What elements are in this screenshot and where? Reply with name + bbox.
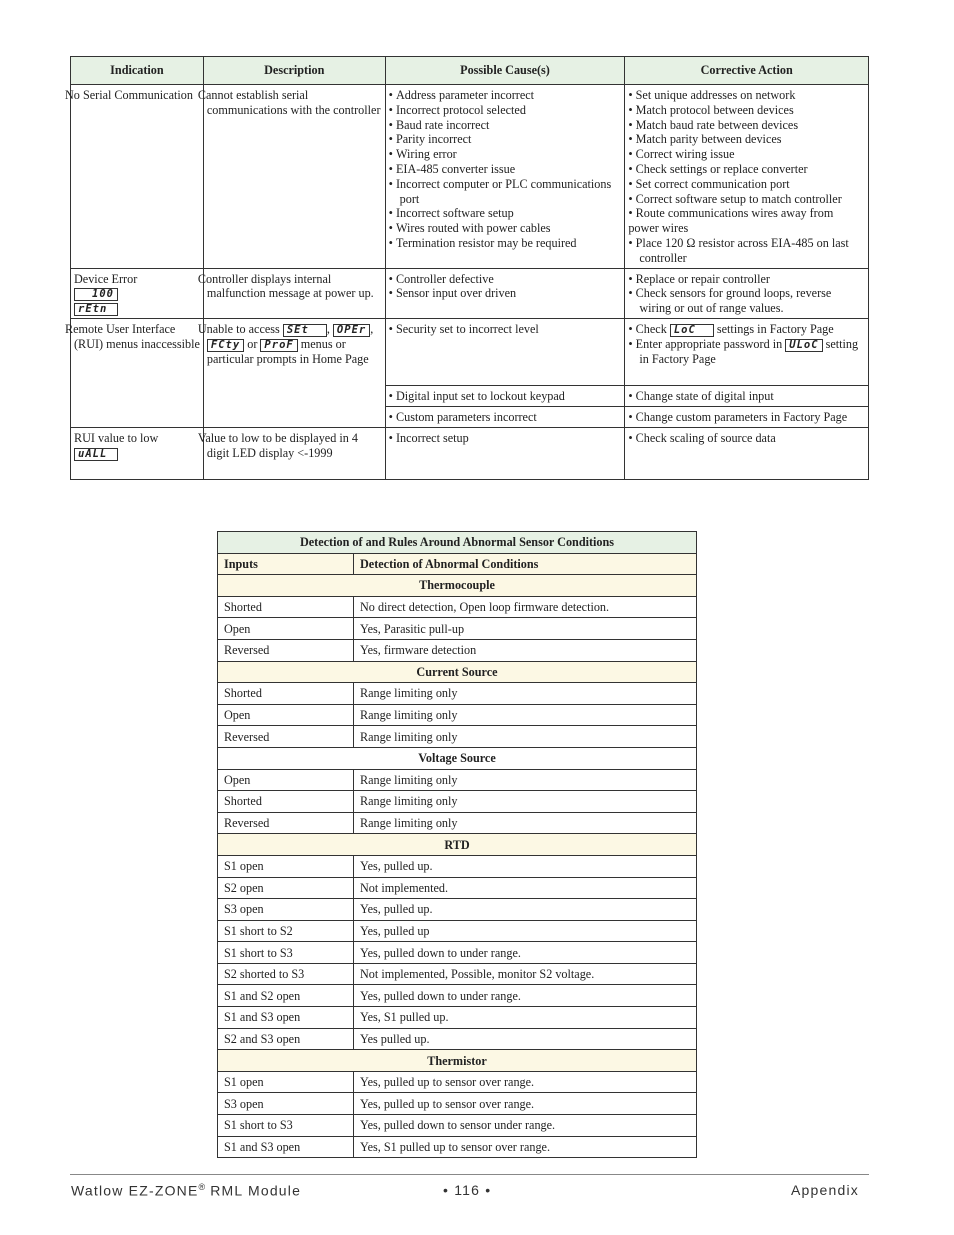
input-cell: S3 open bbox=[218, 899, 354, 921]
table-header-row bbox=[218, 553, 697, 575]
detection-cell: Yes, firmware detection bbox=[354, 639, 697, 661]
detection-cell: Yes, pulled down to under range. bbox=[354, 942, 697, 964]
actions-cell bbox=[625, 85, 869, 269]
actions-cell bbox=[625, 319, 869, 386]
header-indication: Indication bbox=[71, 57, 204, 85]
table-row bbox=[218, 618, 697, 640]
detection-cell: Range limiting only bbox=[354, 769, 697, 791]
list-item: • Security set to incorrect level bbox=[389, 322, 623, 337]
list-item: • Check sensors for ground loops, reverse wiring or out of range values. bbox=[628, 286, 866, 316]
list-item bbox=[628, 337, 866, 367]
header-detection: Detection of Abnormal Conditions bbox=[354, 553, 697, 575]
section-header-row bbox=[218, 661, 697, 683]
description-cell bbox=[197, 427, 385, 479]
actions-list bbox=[628, 322, 866, 367]
list-item: • Set correct communication port bbox=[628, 177, 866, 192]
section-title: Thermocouple bbox=[218, 575, 697, 597]
table-row bbox=[218, 704, 697, 726]
actions-cell bbox=[625, 386, 869, 407]
lcd-display: ULoC bbox=[785, 339, 822, 352]
detection-cell: Yes, S1 pulled up to sensor over range. bbox=[354, 1136, 697, 1158]
list-item: • Address parameter incorrect bbox=[389, 88, 623, 103]
detection-cell: Yes, pulled up. bbox=[354, 899, 697, 921]
page-footer bbox=[71, 1182, 859, 1202]
table-title-row bbox=[218, 532, 697, 554]
table-row bbox=[218, 791, 697, 813]
actions-list bbox=[628, 431, 866, 446]
detection-cell: Range limiting only bbox=[354, 726, 697, 748]
troubleshooting-table bbox=[65, 56, 869, 480]
footer-section: Appendix bbox=[791, 1182, 859, 1198]
causes-list bbox=[389, 88, 623, 251]
list-item: • Incorrect protocol selected bbox=[389, 103, 623, 118]
table-row bbox=[218, 877, 697, 899]
table-row bbox=[218, 1028, 697, 1050]
header-description: Description bbox=[203, 57, 385, 85]
actions-list bbox=[628, 410, 866, 425]
list-item: • Route communications wires away from power wires bbox=[628, 206, 866, 236]
input-cell: Open bbox=[218, 704, 354, 726]
input-cell: Reversed bbox=[218, 639, 354, 661]
table-row bbox=[71, 85, 869, 269]
list-item: • Change custom parameters in Factory Page bbox=[628, 410, 866, 425]
detection-cell: No direct detection, Open loop firmware detection. bbox=[354, 596, 697, 618]
list-item bbox=[628, 322, 866, 337]
list-item: • Controller defective bbox=[389, 272, 623, 287]
table-row bbox=[218, 1115, 697, 1137]
detection-cell: Yes pulled up. bbox=[354, 1028, 697, 1050]
actions-cell bbox=[625, 407, 869, 428]
detection-cell: Range limiting only bbox=[354, 791, 697, 813]
table-row bbox=[218, 683, 697, 705]
lcd-display: LoC bbox=[670, 324, 714, 337]
header-inputs: Inputs bbox=[218, 553, 354, 575]
causes-list bbox=[389, 322, 623, 337]
causes-cell bbox=[385, 386, 625, 407]
sensor-table-body bbox=[218, 532, 697, 1158]
detection-cell: Range limiting only bbox=[354, 683, 697, 705]
actions-list bbox=[628, 272, 866, 316]
footer-module: RML Module bbox=[205, 1182, 302, 1199]
list-item: • Incorrect setup bbox=[389, 431, 623, 446]
section-header-row bbox=[218, 747, 697, 769]
list-item: • Place 120 Ω resistor across EIA-485 on last controller bbox=[628, 236, 866, 266]
lcd-display: OPEr bbox=[333, 324, 370, 337]
indication-cell bbox=[65, 85, 204, 269]
input-cell: S1 and S2 open bbox=[218, 985, 354, 1007]
detection-cell: Yes, pulled up bbox=[354, 920, 697, 942]
action-text: settings in Factory Page bbox=[716, 322, 834, 337]
actions-list bbox=[628, 88, 866, 266]
list-item: • Digital input set to lockout keypad bbox=[389, 389, 623, 404]
indication-text: Device Error bbox=[74, 271, 138, 286]
description-text: menus or particular prompts in Home Page bbox=[206, 337, 369, 367]
lcd-display: 100 bbox=[74, 288, 118, 301]
indication-cell bbox=[65, 319, 204, 428]
table-row bbox=[218, 963, 697, 985]
sensor-conditions-table bbox=[217, 531, 697, 1158]
section-title: Current Source bbox=[218, 661, 697, 683]
causes-cell bbox=[385, 319, 625, 386]
or-text: or bbox=[247, 337, 258, 352]
section-title: Voltage Source bbox=[218, 747, 697, 769]
list-item: • Wiring error bbox=[389, 147, 623, 162]
input-cell: S1 open bbox=[218, 1071, 354, 1093]
indication-text: RUI value to low bbox=[74, 430, 159, 445]
table-row bbox=[218, 855, 697, 877]
header-corrective-action: Corrective Action bbox=[625, 57, 869, 85]
header-possible-causes: Possible Cause(s) bbox=[385, 57, 625, 85]
page-number: • 116 • bbox=[443, 1182, 492, 1198]
table-row bbox=[218, 596, 697, 618]
list-item: • Match baud rate between devices bbox=[628, 118, 866, 133]
input-cell: S2 and S3 open bbox=[218, 1028, 354, 1050]
registered-mark: ® bbox=[198, 1182, 206, 1192]
causes-list bbox=[389, 410, 623, 425]
table-row bbox=[218, 1136, 697, 1158]
footer-title bbox=[71, 1182, 301, 1199]
table-row bbox=[218, 726, 697, 748]
input-cell: Shorted bbox=[218, 683, 354, 705]
section-title: Thermistor bbox=[218, 1050, 697, 1072]
list-item: • Match parity between devices bbox=[628, 132, 866, 147]
input-cell: Reversed bbox=[218, 812, 354, 834]
indication-cell bbox=[71, 427, 204, 479]
actions-cell bbox=[625, 427, 869, 479]
lcd-display: uALL bbox=[74, 448, 118, 461]
list-item: • Incorrect computer or PLC communications port bbox=[389, 177, 623, 207]
lcd-display: rEtn bbox=[74, 303, 118, 316]
list-item: • Parity incorrect bbox=[389, 132, 623, 147]
footer-divider bbox=[70, 1174, 869, 1175]
indication-text: Remote User Interface (RUI) menus inaccessible bbox=[65, 322, 200, 352]
lcd-display: FCty bbox=[207, 339, 244, 352]
table-row bbox=[218, 1007, 697, 1029]
table-row bbox=[218, 639, 697, 661]
action-text: Check bbox=[635, 322, 667, 337]
list-item: • Check scaling of source data bbox=[628, 431, 866, 446]
causes-cell bbox=[385, 85, 625, 269]
list-item: • Incorrect software setup bbox=[389, 206, 623, 221]
table-row bbox=[218, 942, 697, 964]
list-item: • Change state of digital input bbox=[628, 389, 866, 404]
detection-cell: Range limiting only bbox=[354, 704, 697, 726]
input-cell: S1 short to S3 bbox=[218, 1115, 354, 1137]
section-header-row bbox=[218, 575, 697, 597]
list-item: • Correct wiring issue bbox=[628, 147, 866, 162]
causes-cell bbox=[385, 268, 625, 319]
table-title: Detection of and Rules Around Abnormal Sensor Conditions bbox=[218, 532, 697, 554]
detection-cell: Yes, S1 pulled up. bbox=[354, 1007, 697, 1029]
table-row bbox=[218, 812, 697, 834]
causes-cell bbox=[385, 427, 625, 479]
causes-list bbox=[389, 431, 623, 446]
input-cell: S1 open bbox=[218, 855, 354, 877]
description-cell: Unable to access SEt , OPEr , FCty or ProF menus or particular prompts in Home Page bbox=[203, 319, 385, 428]
detection-cell: Not implemented. bbox=[354, 877, 697, 899]
description-text: Unable to access bbox=[197, 322, 280, 337]
description-text: Value to low to be displayed in 4 digit LED display <-1999 bbox=[197, 430, 358, 460]
detection-cell: Yes, Parasitic pull-up bbox=[354, 618, 697, 640]
lcd-display: ProF bbox=[260, 339, 297, 352]
table-row bbox=[218, 769, 697, 791]
input-cell: Reversed bbox=[218, 726, 354, 748]
table-row bbox=[218, 1093, 697, 1115]
table-row bbox=[218, 920, 697, 942]
description-cell bbox=[197, 268, 385, 319]
input-cell: Shorted bbox=[218, 596, 354, 618]
list-item: • Custom parameters incorrect bbox=[389, 410, 623, 425]
input-cell: S1 short to S3 bbox=[218, 942, 354, 964]
section-title: RTD bbox=[218, 834, 697, 856]
actions-list bbox=[628, 389, 866, 404]
table-header-row bbox=[71, 57, 869, 85]
description-text: Controller displays internal malfunction message at power up. bbox=[197, 271, 374, 301]
description-cell bbox=[197, 85, 385, 269]
detection-cell: Yes, pulled down to under range. bbox=[354, 985, 697, 1007]
table-row bbox=[71, 427, 869, 479]
indication-cell bbox=[71, 268, 204, 319]
list-item: • Wires routed with power cables bbox=[389, 221, 623, 236]
list-item: • EIA-485 converter issue bbox=[389, 162, 623, 177]
detection-cell: Yes, pulled up to sensor over range. bbox=[354, 1093, 697, 1115]
action-text: Enter appropriate password in bbox=[635, 337, 783, 352]
input-cell: S1 and S3 open bbox=[218, 1007, 354, 1029]
action-text: setting in Factory Page bbox=[639, 337, 859, 367]
input-cell: S2 open bbox=[218, 877, 354, 899]
list-item: • Sensor input over driven bbox=[389, 286, 623, 301]
detection-cell: Range limiting only bbox=[354, 812, 697, 834]
list-item: • Baud rate incorrect bbox=[389, 118, 623, 133]
list-item: • Check settings or replace converter bbox=[628, 162, 866, 177]
table-row bbox=[218, 899, 697, 921]
indication-text: No Serial Communication bbox=[65, 88, 193, 102]
detection-cell: Not implemented, Possible, monitor S2 voltage. bbox=[354, 963, 697, 985]
causes-list bbox=[389, 389, 623, 404]
detection-cell: Yes, pulled up to sensor over range. bbox=[354, 1071, 697, 1093]
input-cell: Shorted bbox=[218, 791, 354, 813]
input-cell: S3 open bbox=[218, 1093, 354, 1115]
list-item: • Replace or repair controller bbox=[628, 272, 866, 287]
section-header-row bbox=[218, 1050, 697, 1072]
actions-cell bbox=[625, 268, 869, 319]
causes-list bbox=[389, 272, 623, 302]
causes-cell bbox=[385, 407, 625, 428]
list-item: • Set unique addresses on network bbox=[628, 88, 866, 103]
table-row bbox=[218, 985, 697, 1007]
input-cell: S1 short to S2 bbox=[218, 920, 354, 942]
detection-cell: Yes, pulled down to sensor under range. bbox=[354, 1115, 697, 1137]
table-row bbox=[218, 1071, 697, 1093]
section-header-row bbox=[218, 834, 697, 856]
list-item: • Correct software setup to match controller bbox=[628, 192, 866, 207]
list-item: • Termination resistor may be required bbox=[389, 236, 623, 251]
detection-cell: Yes, pulled up. bbox=[354, 855, 697, 877]
input-cell: S2 shorted to S3 bbox=[218, 963, 354, 985]
description-text: Cannot establish serial communications with the controller bbox=[197, 88, 381, 117]
footer-product: Watlow EZ-ZONE bbox=[71, 1182, 199, 1199]
table-row bbox=[71, 268, 869, 319]
input-cell: Open bbox=[218, 618, 354, 640]
input-cell: Open bbox=[218, 769, 354, 791]
list-item: • Match protocol between devices bbox=[628, 103, 866, 118]
lcd-display: SEt bbox=[283, 324, 327, 337]
input-cell: S1 and S3 open bbox=[218, 1136, 354, 1158]
table-row bbox=[71, 319, 869, 386]
